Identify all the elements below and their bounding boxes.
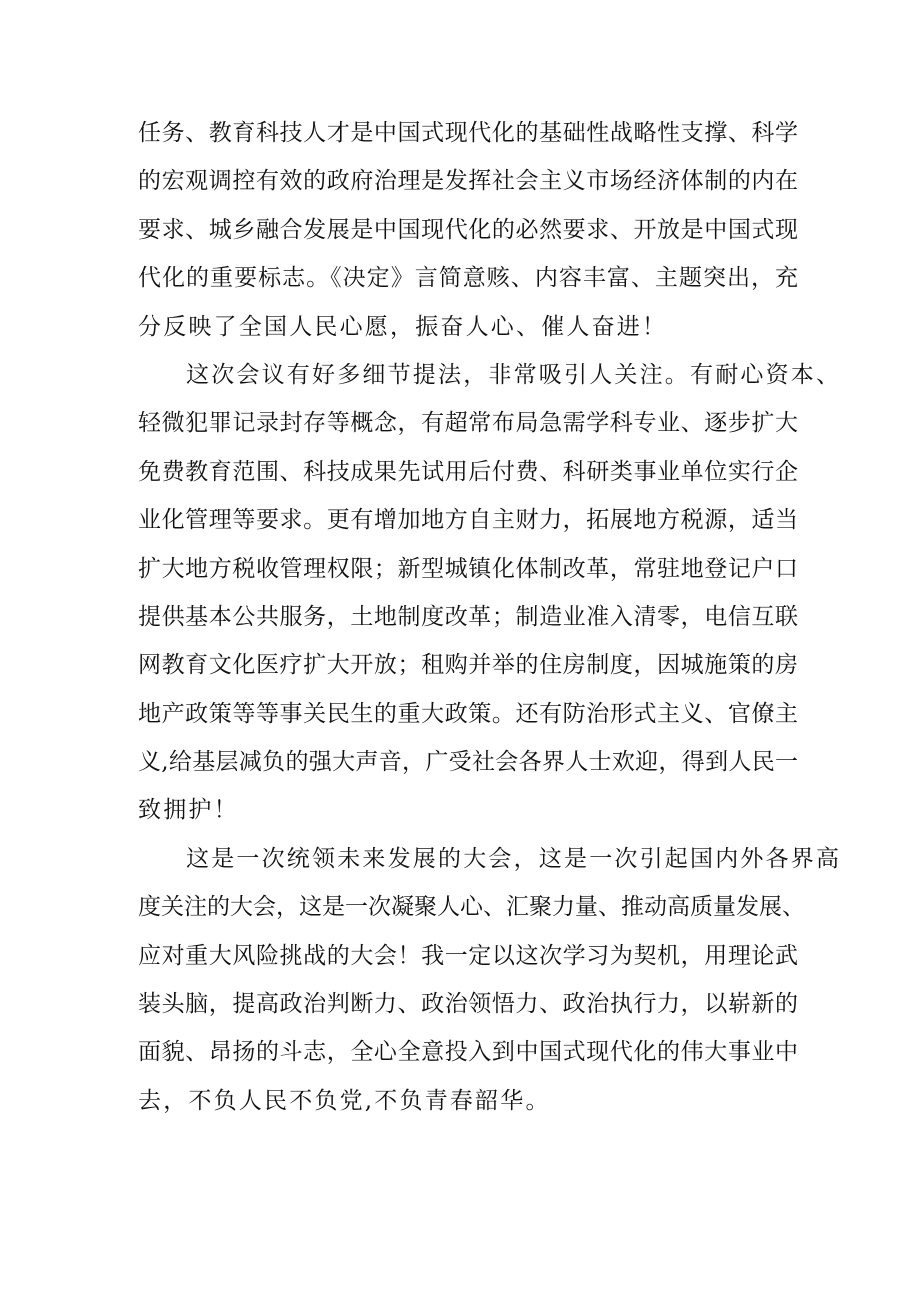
paragraph-2-line-4: 业化管理等要求。更有增加地方自主财力，拓展地方税源，适当 [138, 507, 798, 534]
paragraph-3-line-1: 这是一次统领未来发展的大会，这是一次引起国内外各界高 [186, 845, 842, 872]
paragraph-2-line-5: 扩大地方税收管理权限；新型城镇化体制改革，常驻地登记户口 [138, 555, 798, 582]
paragraph-3-line-3: 应对重大风险挑战的大会！我一定以这次学习为契机，用理论武 [138, 942, 798, 969]
paragraph-2-line-7: 网教育文化医疗扩大开放；租购并举的住房制度，因城施策的房 [138, 652, 798, 679]
paragraph-2-line-8: 地产政策等等事关民生的重大政策。还有防治形式主义、官僚主 [138, 700, 798, 727]
paragraph-2-line-2: 轻微犯罪记录封存等概念，有超常布局急需学科专业、逐步扩大 [138, 410, 798, 437]
paragraph-1-line-4: 代化的重要标志。《决定》言简意赅、内容丰富、主题突出，充 [138, 265, 798, 292]
paragraph-2-line-3: 免费教育范围、科技成果先试用后付费、科研类事业单位实行企 [138, 458, 798, 485]
paragraph-2-line-10: 致拥护！ [138, 797, 239, 824]
paragraph-1-line-1: 任务、教育科技人才是中国式现代化的基础性战略性支撑、科学 [138, 120, 798, 146]
paragraph-3-line-6: 去，不负人民不负党,不负青春韶华。 [138, 1087, 551, 1114]
paragraph-2-line-9: 义,给基层减负的强大声音，广受社会各界人士欢迎，得到人民一 [138, 749, 798, 776]
paragraph-3-line-5: 面貌、昂扬的斗志，全心全意投入到中国式现代化的伟大事业中 [138, 1039, 798, 1066]
paragraph-3-line-4: 装头脑，提高政治判断力、政治领悟力、政治执行力，以崭新的 [138, 991, 798, 1018]
paragraph-1-line-2: 的宏观调控有效的政府治理是发挥社会主义市场经济体制的内在 [138, 168, 798, 195]
paragraph-3-line-2: 度关注的大会，这是一次凝聚人心、汇聚力量、推动高质量发展、 [138, 894, 805, 921]
paragraph-1-line-5: 分反映了全国人民心愿，振奋人心、催人奋进！ [138, 313, 668, 340]
paragraph-2-line-1: 这次会议有好多细节提法，非常吸引人关注。有耐心资本、 [186, 361, 842, 388]
paragraph-2-line-6: 提供基本公共服务，土地制度改革；制造业准入清零，电信互联 [138, 603, 798, 630]
body-text [138, 109, 842, 1125]
paragraph-1-line-3: 要求、城乡融合发展是中国现代化的必然要求、开放是中国式现 [138, 216, 798, 243]
